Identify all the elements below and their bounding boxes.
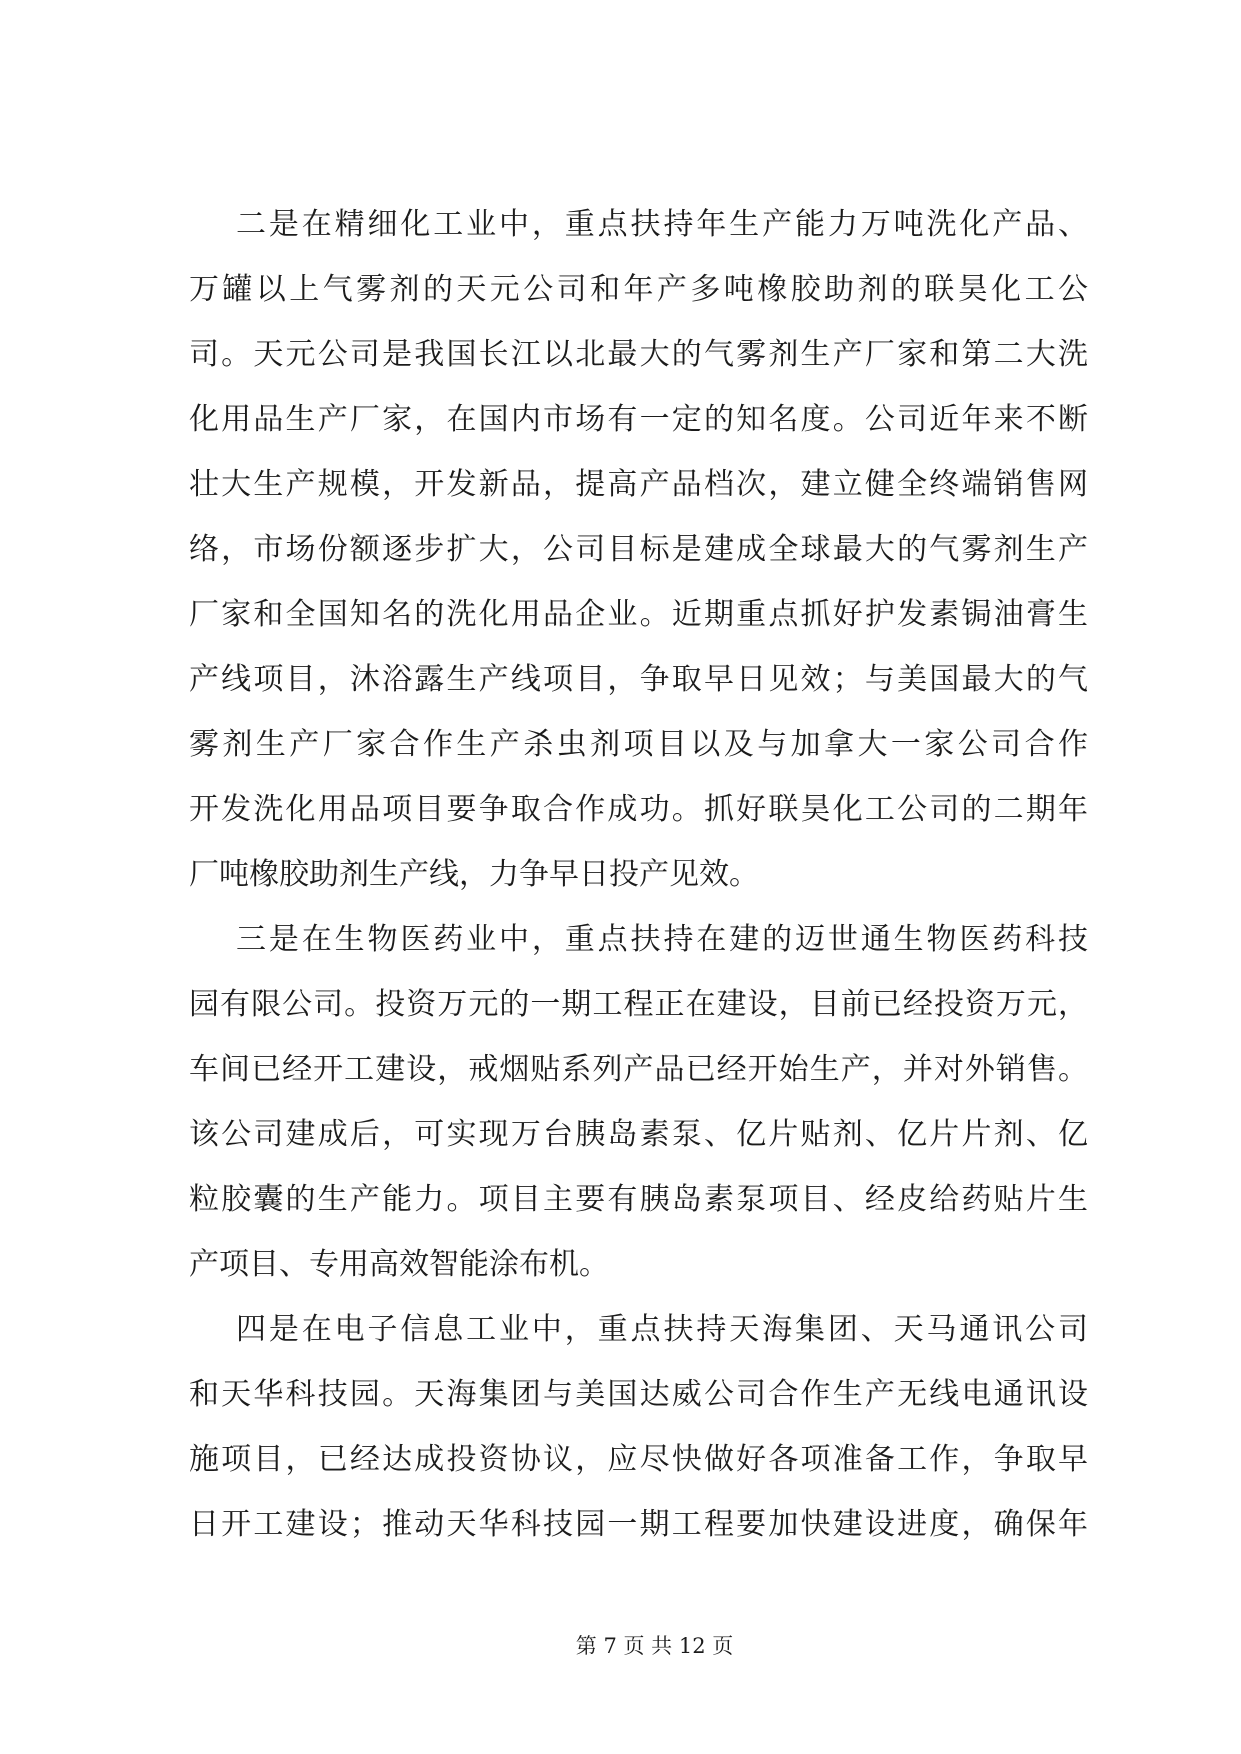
- page-footer: [189, 1628, 1088, 1664]
- text-line: 化用品生产厂家，在国内市场有一定的知名度。公司近年来不断: [189, 402, 1088, 437]
- page-number-label: 第 7 页 共 12 页: [575, 1634, 734, 1658]
- text-line: 二是在精细化工业中，重点扶持年生产能力万吨洗化产品、: [236, 207, 1088, 242]
- text-line: 粒胶囊的生产能力。项目主要有胰岛素泵项目、经皮给药贴片生: [189, 1182, 1088, 1217]
- paragraph-biomedicine: [189, 907, 1088, 1297]
- text-line: 施项目，已经达成投资协议，应尽快做好各项准备工作，争取早: [189, 1442, 1088, 1477]
- paragraph-electronics: [189, 1297, 1088, 1557]
- text-line: 产线项目，沐浴露生产线项目，争取早日见效；与美国最大的气: [189, 662, 1088, 697]
- text-line: 厂吨橡胶助剂生产线，力争早日投产见效。: [189, 857, 759, 892]
- text-line: 该公司建成后，可实现万台胰岛素泵、亿片贴剂、亿片片剂、亿: [189, 1117, 1088, 1152]
- text-line: 日开工建设；推动天华科技园一期工程要加快建设进度，确保年: [189, 1507, 1088, 1542]
- text-line: 雾剂生产厂家合作生产杀虫剂项目以及与加拿大一家公司合作: [189, 727, 1088, 762]
- text-line: 园有限公司。投资万元的一期工程正在建设，目前已经投资万元，: [189, 987, 1088, 1022]
- text-line: 壮大生产规模，开发新品，提高产品档次，建立健全终端销售网: [189, 467, 1088, 502]
- document-body: [189, 192, 1088, 1557]
- text-line: 车间已经开工建设，戒烟贴系列产品已经开始生产，并对外销售。: [189, 1052, 1088, 1087]
- text-line: 开发洗化用品项目要争取合作成功。抓好联昊化工公司的二期年: [189, 792, 1088, 827]
- text-line: 络，市场份额逐步扩大，公司目标是建成全球最大的气雾剂生产: [189, 532, 1088, 567]
- text-line: 三是在生物医药业中，重点扶持在建的迈世通生物医药科技: [236, 922, 1088, 957]
- text-line: 厂家和全国知名的洗化用品企业。近期重点抓好护发素锔油膏生: [189, 597, 1088, 632]
- text-line: 司。天元公司是我国长江以北最大的气雾剂生产厂家和第二大洗: [189, 337, 1088, 372]
- text-line: 万罐以上气雾剂的天元公司和年产多吨橡胶助剂的联昊化工公: [189, 272, 1088, 307]
- text-line: 产项目、专用高效智能涂布机。: [189, 1247, 609, 1282]
- paragraph-fine-chemicals: [189, 192, 1088, 907]
- text-line: 四是在电子信息工业中，重点扶持天海集团、天马通讯公司: [236, 1312, 1088, 1347]
- text-line: 和天华科技园。天海集团与美国达威公司合作生产无线电通讯设: [189, 1377, 1088, 1412]
